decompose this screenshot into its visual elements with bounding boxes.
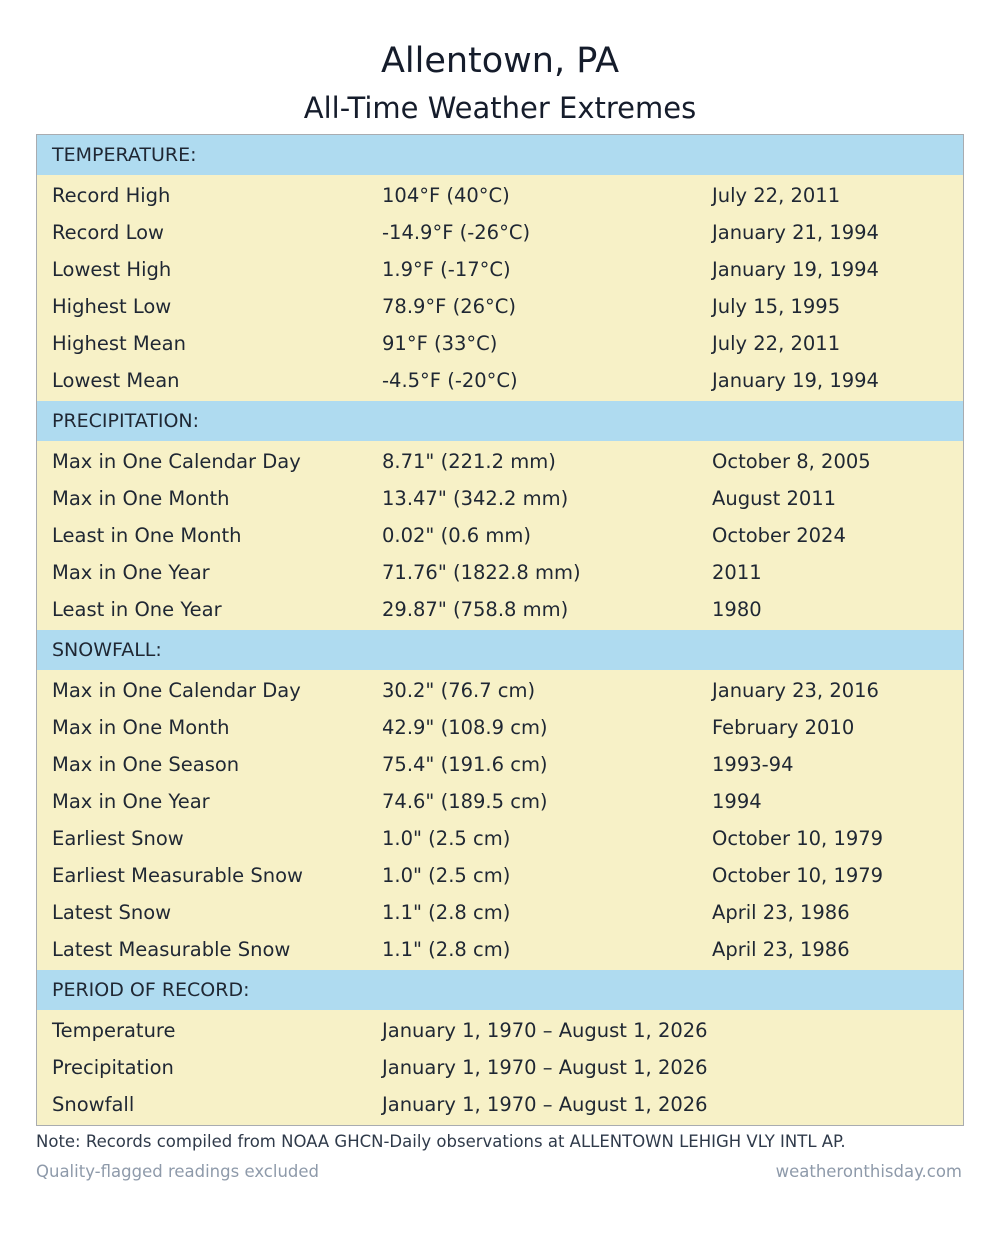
section-header-snowfall: SNOWFALL: [37, 630, 963, 670]
table-row [37, 325, 963, 362]
row-date: January 21, 1994 [712, 221, 879, 244]
row-date: October 2024 [712, 524, 846, 547]
page-title: Allentown, PA [380, 41, 620, 81]
row-label: Least in One Year [52, 598, 222, 621]
page-subtitle: All-Time Weather Extremes [303, 91, 697, 125]
table-row [37, 214, 963, 251]
table-row [37, 517, 963, 554]
row-value: 71.76" (1822.8 mm) [382, 561, 581, 584]
row-value: 74.6" (189.5 cm) [382, 790, 548, 813]
row-value: 1.0" (2.5 cm) [382, 864, 511, 887]
table-row [37, 1012, 963, 1049]
row-value: 0.02" (0.6 mm) [382, 524, 532, 547]
row-date: 2011 [712, 561, 762, 584]
table-row [37, 554, 963, 591]
row-date: January 23, 2016 [712, 679, 879, 702]
row-date: October 8, 2005 [712, 450, 871, 473]
extremes-table [36, 134, 964, 1126]
row-value: 91°F (33°C) [382, 332, 498, 355]
row-date: 1993-94 [712, 753, 794, 776]
row-value: 75.4" (191.6 cm) [382, 753, 548, 776]
row-label: Max in One Year [52, 561, 210, 584]
section-body-temperature [37, 175, 963, 401]
row-label: Highest Low [52, 295, 172, 318]
row-date: 1980 [712, 598, 762, 621]
row-label: Snowfall [52, 1093, 135, 1116]
row-date: July 15, 1995 [712, 295, 841, 318]
row-label: Lowest High [52, 258, 172, 281]
row-date: January 19, 1994 [712, 369, 879, 392]
table-row [37, 857, 963, 894]
row-value: 29.87" (758.8 mm) [382, 598, 569, 621]
table-row [37, 177, 963, 214]
row-value: -4.5°F (-20°C) [382, 369, 518, 392]
row-label: Record High [52, 184, 171, 207]
row-label: Max in One Month [52, 716, 230, 739]
row-label: Earliest Snow [52, 827, 184, 850]
row-value: January 1, 1970 – August 1, 2026 [382, 1019, 708, 1042]
section-header-precipitation: PRECIPITATION: [37, 401, 963, 441]
row-value: 42.9" (108.9 cm) [382, 716, 548, 739]
row-label: Max in One Year [52, 790, 210, 813]
table-row [37, 672, 963, 709]
table-row [37, 443, 963, 480]
table-row [37, 820, 963, 857]
quality-note: Quality-flagged readings excluded [36, 1162, 320, 1181]
row-label: Max in One Calendar Day [52, 679, 301, 702]
row-value: 1.0" (2.5 cm) [382, 827, 511, 850]
section-body-precipitation [37, 441, 963, 630]
section-body-period [37, 1010, 963, 1125]
row-date: July 22, 2011 [712, 184, 841, 207]
row-label: Max in One Season [52, 753, 240, 776]
row-label: Max in One Calendar Day [52, 450, 301, 473]
row-date: October 10, 1979 [712, 864, 884, 887]
row-label: Latest Measurable Snow [52, 938, 291, 961]
source-note: Note: Records compiled from NOAA GHCN-Daily observations at ALLENTOWN LEHIGH VLY INTL AP. [36, 1132, 846, 1151]
row-label: Max in One Month [52, 487, 230, 510]
table-row [37, 709, 963, 746]
row-date: April 23, 1986 [712, 901, 850, 924]
section-body-snowfall [37, 670, 963, 970]
row-label: Earliest Measurable Snow [52, 864, 303, 887]
table-row [37, 480, 963, 517]
row-date: October 10, 1979 [712, 827, 884, 850]
row-value: 78.9°F (26°C) [382, 295, 516, 318]
table-row [37, 894, 963, 931]
row-date: July 22, 2011 [712, 332, 841, 355]
table-row [37, 1086, 963, 1123]
row-value: January 1, 1970 – August 1, 2026 [382, 1093, 708, 1116]
row-date: January 19, 1994 [712, 258, 879, 281]
row-date: February 2010 [712, 716, 855, 739]
row-date: April 23, 1986 [712, 938, 850, 961]
row-label: Least in One Month [52, 524, 242, 547]
row-value: 13.47" (342.2 mm) [382, 487, 569, 510]
row-label: Lowest Mean [52, 369, 180, 392]
table-row [37, 591, 963, 628]
row-label: Latest Snow [52, 901, 172, 924]
row-date: August 2011 [712, 487, 837, 510]
row-value: 1.1" (2.8 cm) [382, 901, 511, 924]
table-row [37, 783, 963, 820]
section-header-period: PERIOD OF RECORD: [37, 970, 963, 1010]
table-row [37, 251, 963, 288]
table-row [37, 1049, 963, 1086]
section-header-temperature: TEMPERATURE: [37, 135, 963, 175]
row-label: Highest Mean [52, 332, 186, 355]
row-value: -14.9°F (-26°C) [382, 221, 531, 244]
row-value: 104°F (40°C) [382, 184, 510, 207]
row-value: January 1, 1970 – August 1, 2026 [382, 1056, 708, 1079]
table-row [37, 931, 963, 968]
row-value: 30.2" (76.7 cm) [382, 679, 536, 702]
row-label: Record Low [52, 221, 164, 244]
row-value: 1.9°F (-17°C) [382, 258, 511, 281]
row-date: 1994 [712, 790, 762, 813]
row-value: 8.71" (221.2 mm) [382, 450, 556, 473]
row-label: Precipitation [52, 1056, 174, 1079]
row-value: 1.1" (2.8 cm) [382, 938, 511, 961]
row-label: Temperature [52, 1019, 176, 1042]
table-row [37, 288, 963, 325]
table-row [37, 362, 963, 399]
site-credit: weatheronthisday.com [775, 1162, 962, 1181]
table-row [37, 746, 963, 783]
